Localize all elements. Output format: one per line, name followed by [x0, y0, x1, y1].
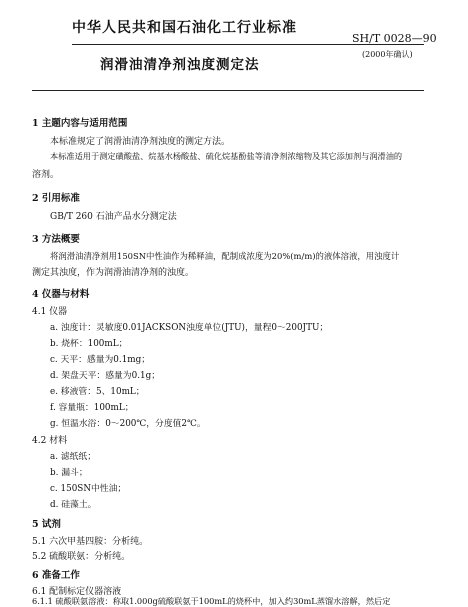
standard-title: 中华人民共和国石油化工行业标准	[72, 20, 297, 36]
subsection-4-1: 4.1 仪器	[32, 307, 68, 317]
header-rule	[72, 44, 424, 45]
subsection-6-1-1: 6.1.1 硫酸联氨溶液：称取1.000g硫酸联氨于100mL的烧杯中，加入约30mL蒸馏水溶解，然后定	[32, 596, 391, 606]
section-3-paragraph-cont: 测定其浊度，作为润滑油清净剂的浊度。	[32, 268, 195, 278]
material-item: d. 硅藻土。	[50, 500, 97, 510]
reagent-item: 5.1 六次甲基四胺：分析纯。	[32, 537, 149, 547]
section-2-heading: 2 引用标准	[32, 193, 80, 204]
material-item: a. 滤纸纸；	[50, 452, 97, 462]
instrument-item: f. 容量瓶：100mL；	[50, 403, 134, 413]
edition-note: (2000年确认)	[362, 50, 413, 59]
section-1-paragraph-2-cont: 溶剂。	[32, 170, 60, 180]
section-1-heading: 1 主题内容与适用范围	[32, 118, 128, 129]
section-5-heading: 5 试剂	[32, 519, 61, 530]
instrument-item: e. 移液管：5、10mL；	[50, 387, 145, 397]
instrument-item: a. 浊度计：灵敏度0.01JACKSON浊度单位(JTU)，量程0～200JTU；	[50, 323, 329, 333]
section-1-paragraph-1: 本标准规定了润滑油清净剂浊度的测定方法。	[50, 137, 231, 147]
subsection-6-1: 6.1 配制标定仪器溶液	[32, 587, 122, 597]
title-rule	[32, 90, 424, 91]
instrument-item: g. 恒温水浴：0～200℃，分度值2℃。	[50, 419, 206, 429]
section-3-paragraph: 将润滑油清净剂用150SN中性油作为稀释油，配制成浓度为20%(m/m)的液体溶液，用浊度计	[50, 251, 400, 261]
instrument-item: b. 烧杯：100mL；	[50, 339, 128, 349]
instrument-item: d. 架盘天平：感量为0.1g；	[50, 371, 161, 381]
reagent-item: 5.2 硫酸联氨：分析纯。	[32, 552, 131, 562]
standard-code: SH/T 0028—90	[352, 32, 437, 45]
section-3-heading: 3 方法概要	[32, 234, 80, 245]
reference-standard: GB/T 260 石油产品水分测定法	[50, 212, 177, 222]
document-title: 润滑油清净剂浊度测定法	[100, 57, 260, 73]
section-4-heading: 4 仪器与材料	[32, 289, 90, 300]
material-item: c. 150SN中性油；	[50, 484, 127, 494]
subsection-4-2: 4.2 材料	[32, 436, 68, 446]
material-item: b. 漏斗；	[50, 468, 88, 478]
section-1-paragraph-2: 本标准适用于测定磺酸盐、烷基水杨酸盐、硫化烷基酚盐等清净剂浓缩物及其它添加剂与润滑油的	[50, 151, 403, 161]
section-6-heading: 6 准备工作	[32, 570, 80, 581]
instrument-item: c. 天平：感量为0.1mg；	[50, 355, 151, 365]
